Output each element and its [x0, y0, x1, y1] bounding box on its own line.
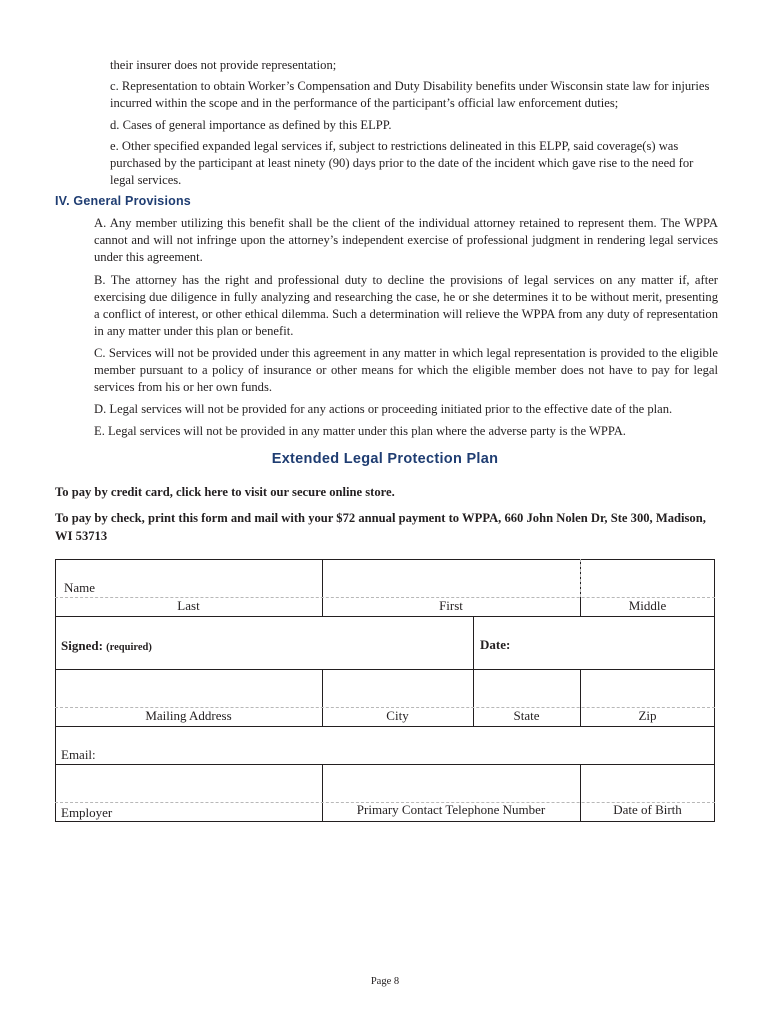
email-field[interactable] [56, 727, 714, 764]
credit-card-payment-link[interactable]: To pay by credit card, click here to visit our secure online store. [55, 485, 395, 499]
provision-e: E. Legal services will not be provided in any matter under this plan where the adverse party is the WPPA. [94, 424, 626, 438]
city-field[interactable] [323, 670, 473, 707]
employer-field[interactable] [56, 765, 322, 802]
zip-label: Zip [638, 708, 657, 723]
provision-a: A. Any member utilizing this benefit shall be the client of the individual attorney retained to represent them. The WPPA cannot and will not infringe upon the attorney’s independent exercise of professional judgment in rendering legal services under this agreement. [94, 216, 718, 264]
required-note: (required) [106, 642, 152, 653]
last-name-field[interactable] [56, 560, 322, 597]
provision-d: D. Legal services will not be provided for any actions or proceeding initiated prior to the effective date of the plan. [94, 402, 673, 416]
first-name-field[interactable] [323, 560, 580, 597]
date-label: Date: [480, 637, 511, 652]
section-iii-b-end: their insurer does not provide representation; [110, 58, 337, 72]
provision-b: B. The attorney has the right and professional duty to decline the provisions of legal services on any matter if, after exercising due diligence in fully analyzing and researching the case, he or she determines it to be without merit, presenting a conflict of interest, or other ethical dilemma. Such a determination will relieve the WPPA from any duty of representation in any matter under this plan or benefit. [94, 273, 718, 338]
signed-text: Signed: [61, 638, 103, 653]
mailing-address-label: Mailing Address [145, 708, 232, 723]
last-label: Last [177, 598, 200, 613]
section-iii-e: e. Other specified expanded legal services if, subject to restrictions delineated in this ELPP, said coverage(s) was purchased by the participant at least ninety (90) days prior to the date of the incident which gave rise to the need for legal services. [110, 139, 694, 187]
middle-name-field[interactable] [581, 560, 714, 597]
employer-label: Employer [61, 805, 113, 820]
general-provisions-heading: IV. General Provisions [55, 194, 191, 208]
middle-label: Middle [628, 598, 667, 613]
first-label: First [439, 598, 463, 613]
city-label: City [386, 708, 409, 723]
telephone-field[interactable] [323, 765, 580, 802]
plan-title: Extended Legal Protection Plan [271, 451, 499, 467]
state-label: State [513, 708, 540, 723]
provision-c: C. Services will not be provided under this agreement in any matter in which legal representation is provided to the eligible member pursuant to a policy of insurance or other means for which the eligible member does not have to pay for legal services from his or her own funds. [94, 346, 718, 394]
form-border-bottom [55, 821, 715, 822]
email-label: Email: [61, 747, 96, 762]
date-of-birth-field[interactable] [581, 765, 714, 802]
name-label: Name [64, 580, 96, 595]
check-payment-instructions: To pay by check, print this form and mail with your $72 annual payment to WPPA, 660 John Nolen Dr, Ste 300, Madison, WI 53713 [55, 511, 706, 543]
signed-label [61, 638, 152, 655]
zip-field[interactable] [581, 670, 714, 707]
state-field[interactable] [474, 670, 580, 707]
section-iii-c: c. Representation to obtain Worker’s Compensation and Duty Disability benefits under Wisconsin state law for injuries incurred within the scope and in the performance of the participant’s official law enforcement duties; [110, 79, 710, 110]
date-of-birth-label: Date of Birth [613, 802, 682, 817]
telephone-label: Primary Contact Telephone Number [356, 802, 546, 817]
page-number: Page 8 [370, 976, 400, 987]
section-iii-d: d. Cases of general importance as defined by this ELPP. [110, 118, 392, 132]
enrollment-form [55, 559, 715, 822]
mailing-address-field[interactable] [56, 670, 322, 707]
